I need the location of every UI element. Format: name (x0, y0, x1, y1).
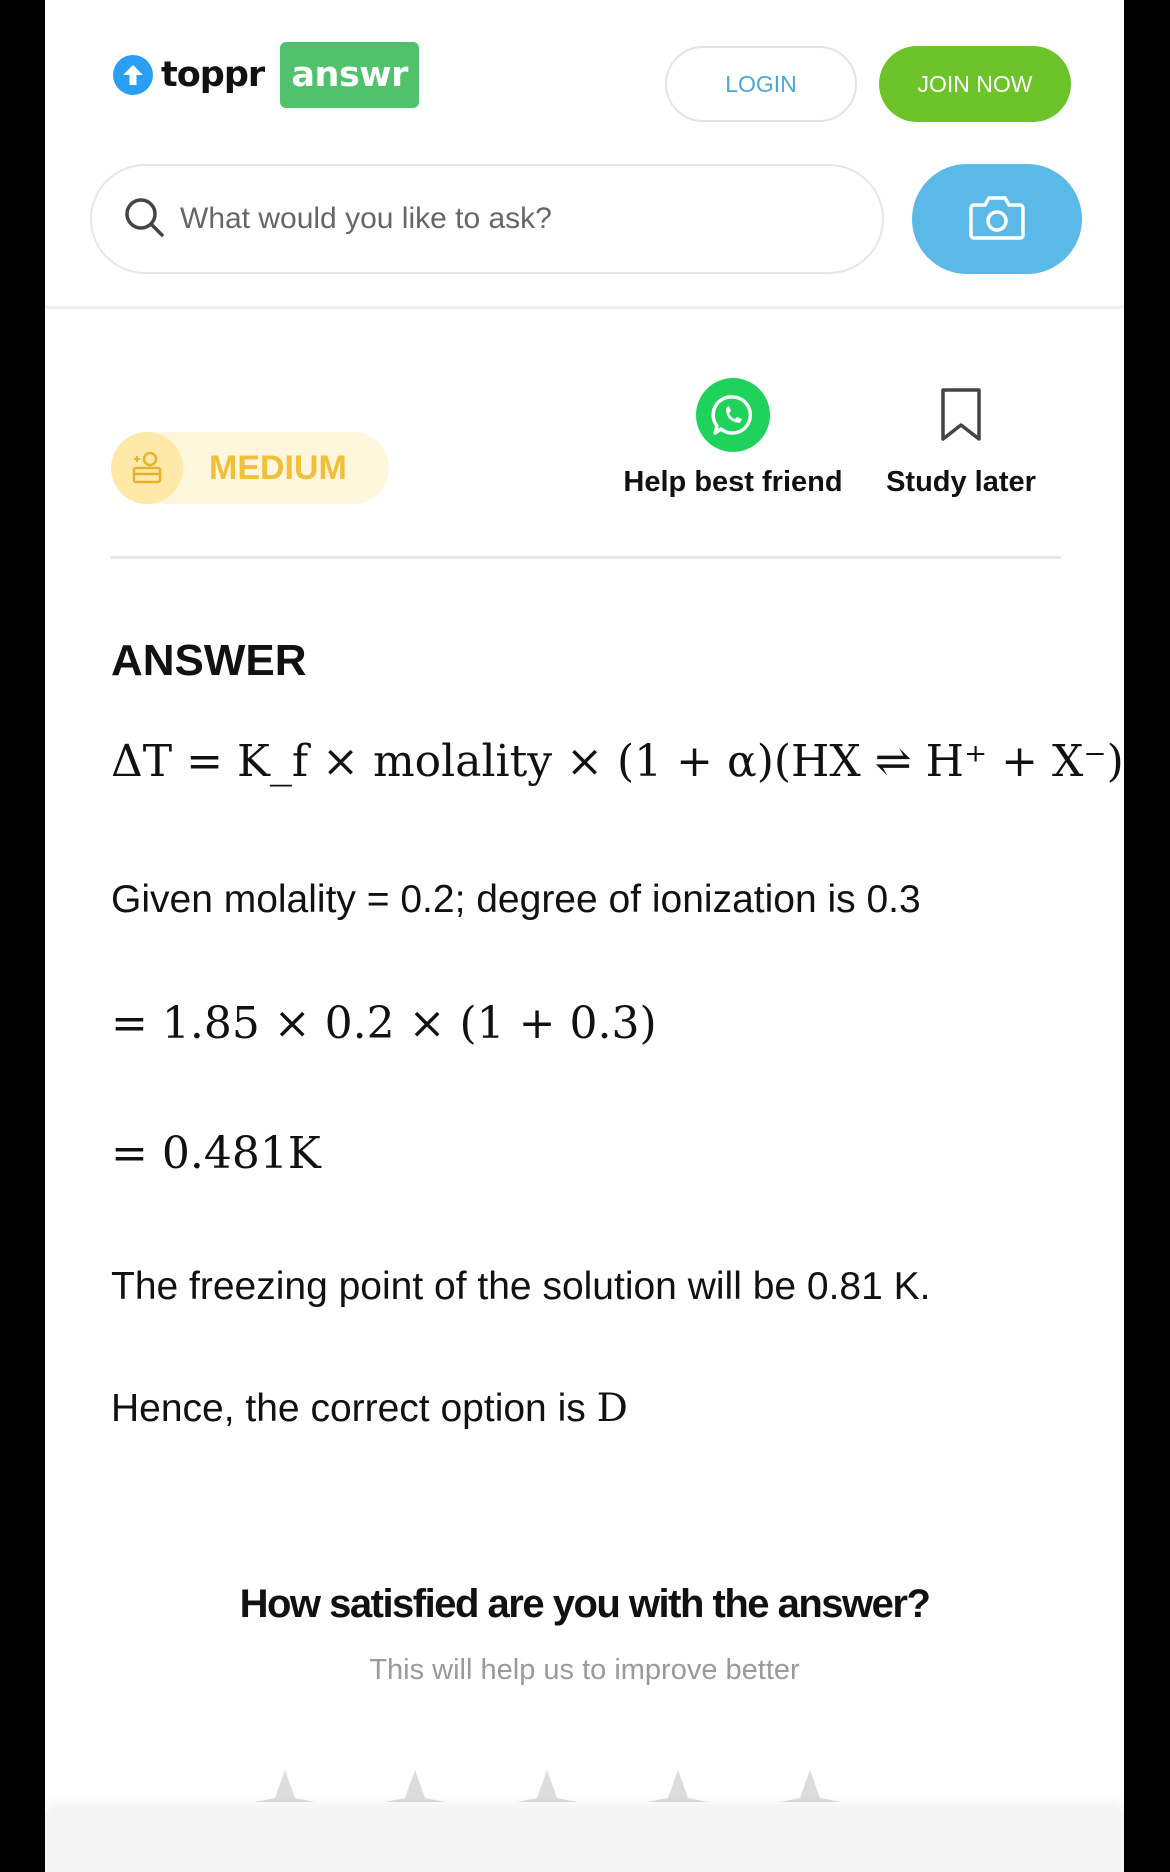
feedback-title: How satisfied are you with the answer? (239, 1582, 930, 1626)
toppr-logo[interactable] (113, 42, 419, 108)
answer-step-2: = 0.481K (111, 1128, 321, 1179)
difficulty-badge (111, 432, 389, 504)
study-later-label: Study later (886, 466, 1036, 498)
section-divider (111, 556, 1061, 559)
answer-final-prefix: Hence, the correct option is (111, 1387, 597, 1430)
help-best-friend-label: Help best friend (623, 466, 843, 498)
star-icon[interactable] (255, 1768, 315, 1818)
search-icon (122, 195, 166, 243)
join-now-button[interactable]: JOIN NOW (879, 46, 1071, 122)
star-icon[interactable] (517, 1768, 577, 1818)
answer-final-option: D (596, 1386, 628, 1431)
answer-given: Given molality = 0.2; degree of ionization is 0.3 (111, 878, 921, 921)
whatsapp-icon (696, 378, 770, 452)
camera-button[interactable] (912, 164, 1082, 274)
up-arrow-icon (113, 55, 153, 95)
answer-final (111, 1386, 628, 1431)
header-divider (45, 306, 1124, 309)
rating-stars (255, 1768, 915, 1818)
logo-badge: answr (280, 42, 419, 108)
difficulty-icon (111, 432, 183, 504)
logo-text: toppr (161, 55, 265, 95)
star-icon[interactable] (385, 1768, 445, 1818)
camera-icon (968, 193, 1026, 245)
star-icon[interactable] (648, 1768, 708, 1818)
search-bar (90, 164, 884, 274)
difficulty-label: MEDIUM (209, 448, 347, 487)
bookmark-icon (924, 378, 998, 452)
page (45, 0, 1124, 1872)
feedback-subtitle: This will help us to improve better (369, 1654, 800, 1686)
search-input[interactable] (180, 202, 820, 236)
answer-step-1: = 1.85 × 0.2 × (1 + 0.3) (111, 998, 657, 1049)
answer-equation: ΔT = K_f × molality × (1 + α)(HX ⇌ H⁺ + X⁻) (111, 736, 1124, 787)
study-later-button[interactable] (875, 378, 1047, 499)
login-button[interactable]: LOGIN (665, 46, 857, 122)
star-icon[interactable] (780, 1768, 840, 1818)
status-bar (45, 0, 1124, 10)
answer-heading: ANSWER (111, 636, 307, 685)
help-best-friend-button[interactable] (615, 378, 851, 499)
bottom-bar (45, 1812, 1124, 1872)
answer-conclusion: The freezing point of the solution will be 0.81 K. (111, 1265, 931, 1308)
